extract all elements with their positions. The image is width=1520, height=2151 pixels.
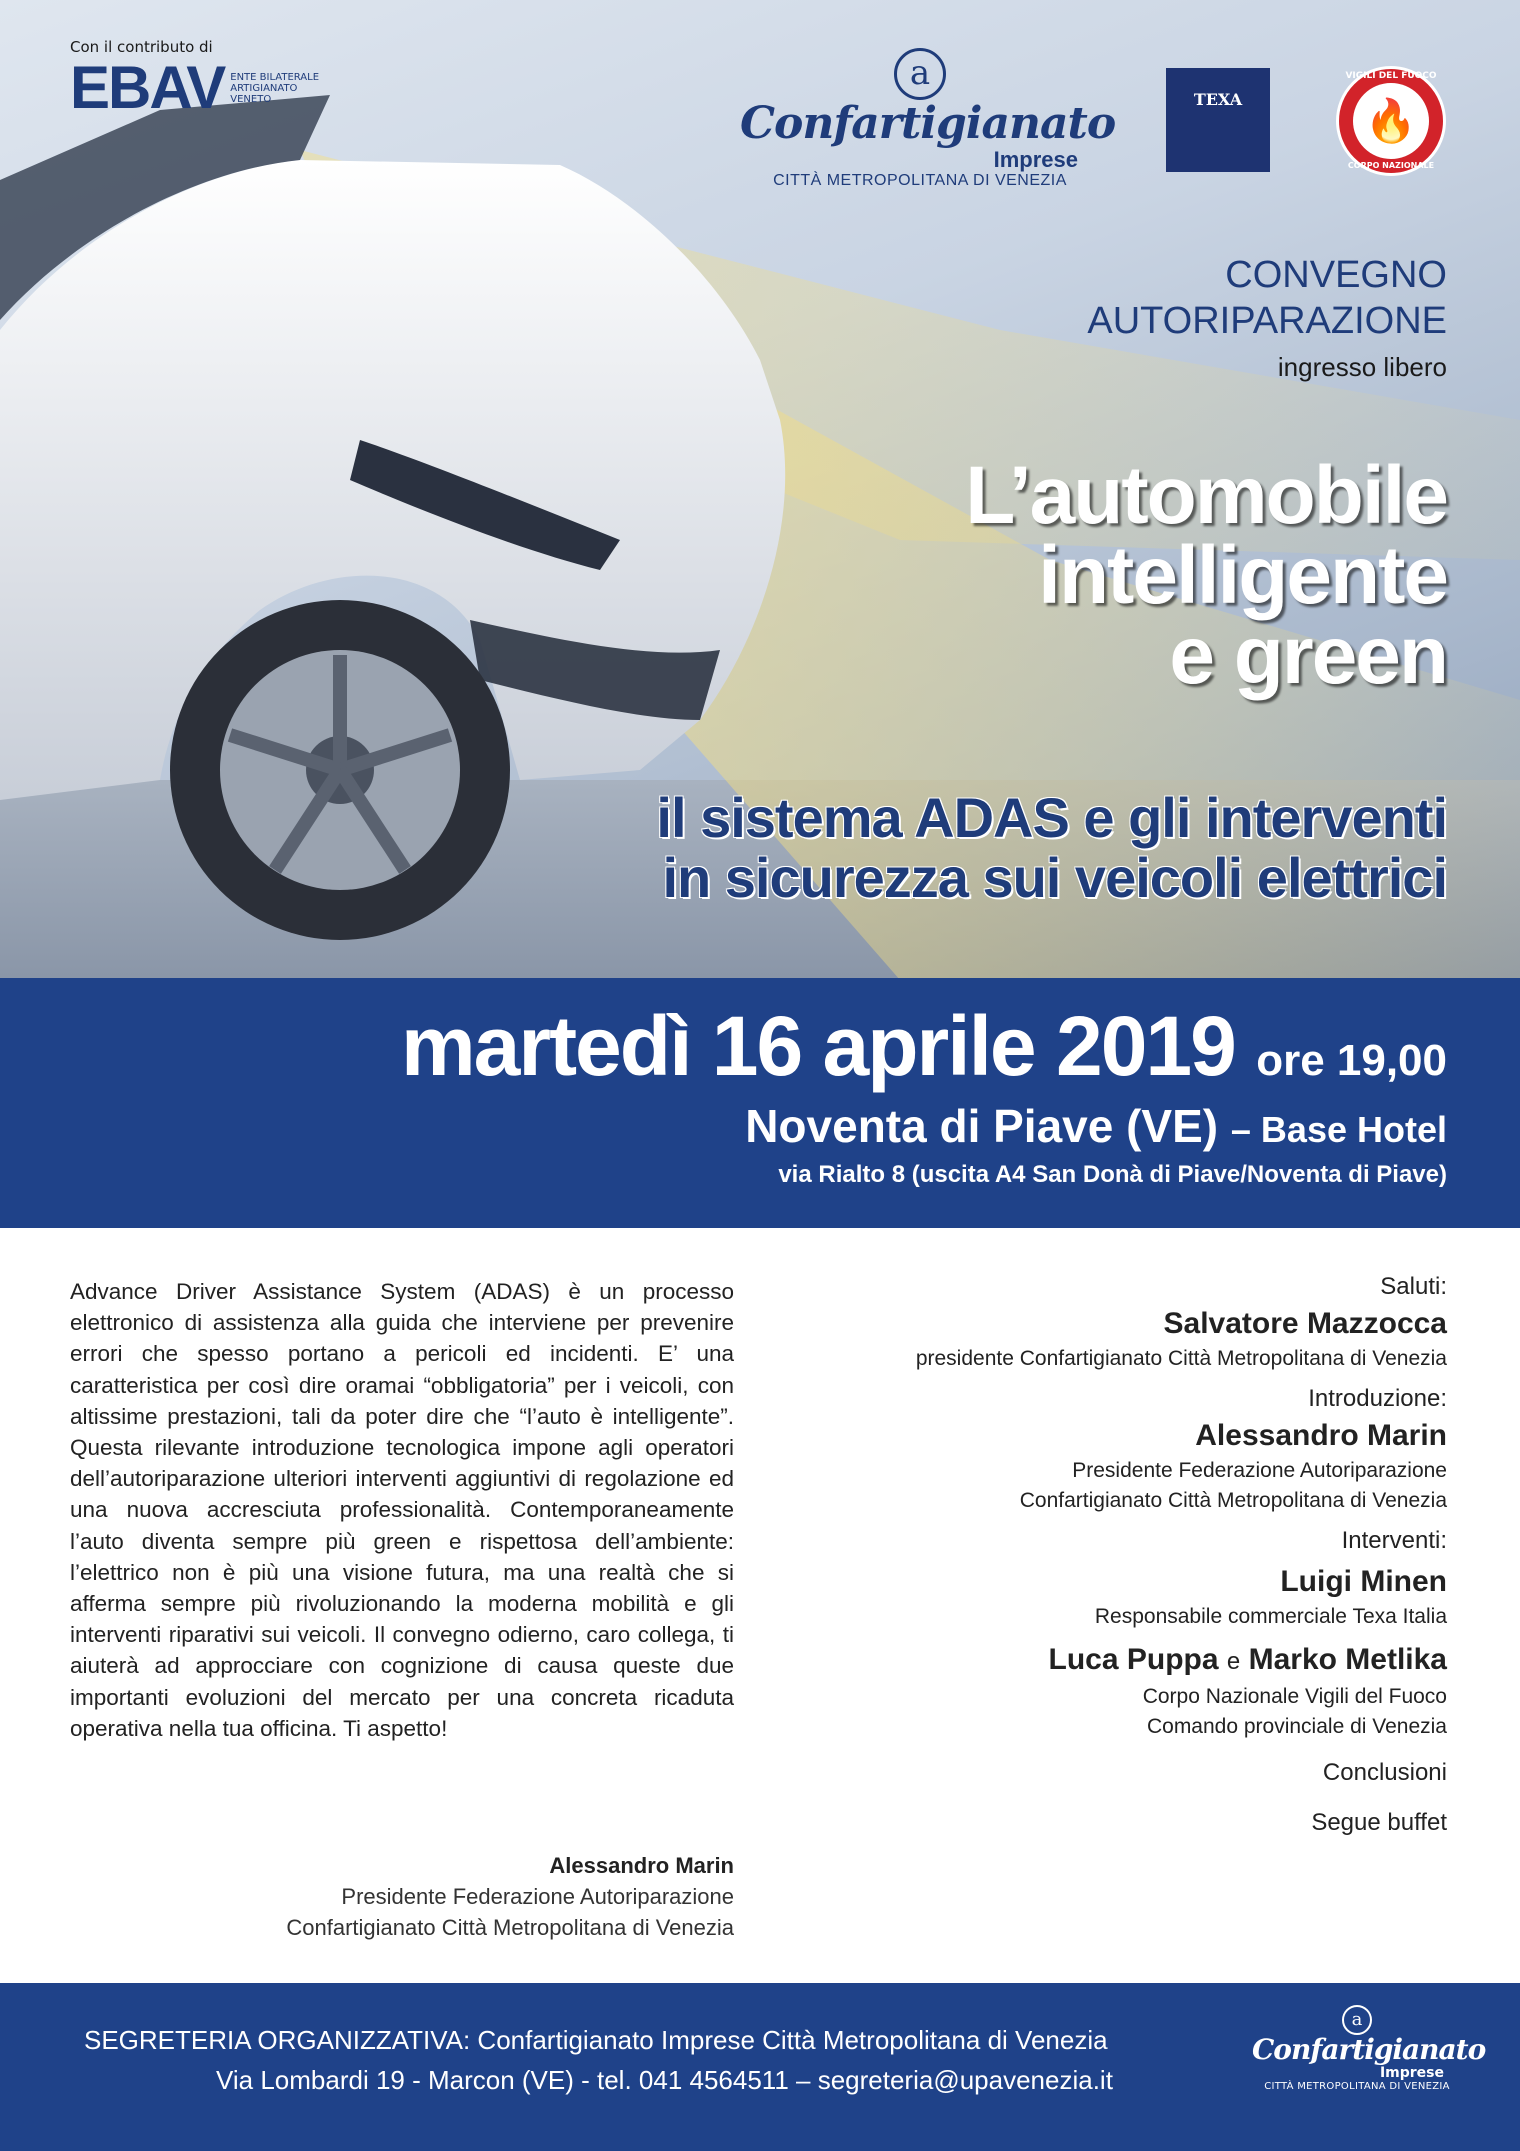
buffet: Segue buffet — [1311, 1809, 1447, 1836]
title-line-2: intelligente — [1038, 530, 1447, 621]
event-address: via Rialto 8 (uscita A4 San Donà di Piave/Noventa di Piave) — [778, 1161, 1447, 1188]
speaker-2-name-a: Luca Puppa — [1048, 1643, 1219, 1676]
ebav-logo-text: EBAV — [70, 54, 225, 121]
sponsor-block — [70, 38, 320, 121]
confartigianato-name: Confartigianato — [740, 98, 1116, 149]
kicker-line-1: CONVEGNO — [1225, 254, 1447, 296]
speaker-2-role-2: Comando provinciale di Venezia — [1146, 1715, 1447, 1738]
subtitle-line-1: il sistema ADAS e gli interventi — [656, 786, 1447, 849]
kicker-line-2: AUTORIPARAZIONE — [1087, 300, 1447, 342]
interventi-label: Interventi: — [1341, 1527, 1447, 1554]
speaker-2-conjunction: e — [1226, 1648, 1241, 1675]
footer-contacts: Via Lombardi 19 - Marcon (VE) - tel. 041 4564511 – segreteria@upavenezia.it — [216, 2065, 1113, 2095]
confartigianato-symbol-icon: a — [894, 48, 946, 100]
vvf-bottom-text: CORPO NAZIONALE — [1347, 161, 1435, 170]
saluti-role: presidente Confartigianato Città Metropolitana di Venezia — [915, 1347, 1447, 1370]
footer-logo — [1252, 2005, 1486, 2092]
free-entry: ingresso libero — [1277, 352, 1447, 382]
footer-logo-symbol-icon: a — [1342, 2005, 1372, 2035]
ebav-logo-subtitle: ENTE BILATERALE ARTIGIANATO VENETO — [230, 71, 320, 105]
vvf-emblem — [1353, 83, 1429, 159]
confartigianato-imprese: Imprese — [993, 147, 1078, 172]
intro-text: Advance Driver Assistance System (ADAS) è un processo elettronico di assistenza alla guida che interviene per prevenire errori che spesso portano a pericoli ed incidenti. E’ una caratteristica per così dire oramai “obbligatoria” per i veicoli, con altissime prestazioni, tali da poter dire che “l’auto è intelligente”. Questa rilevante introduzione tecnologica impone agli operatori dell’autoriparazione ulteriori interventi aggiuntivi di regolazione ed una nuova accresciuta professionalità. Contemporaneamente l’auto diventa sempre più green e rispettosa dell’ambiente: l’elettrico non è più una visione futura, ma una realtà che si afferma sempre più rivoluzionando la moderna mobilità e gli interventi riparativi sui veicoli. Il convegno odierno, caro collega, ti aiuterà ad approcciare con cognizione di causa queste due importanti evoluzioni del mercato per una concreta ricaduta operativa nella tua officina. Ti aspetto! — [70, 1279, 734, 1741]
speaker-1-name: Luigi Minen — [1280, 1565, 1447, 1598]
speaker-2-name-b: Marko Metlika — [1248, 1643, 1447, 1676]
intro-signature — [70, 1850, 734, 1943]
vvf-top-text: VIGILI DEL FUOCO — [1345, 71, 1437, 81]
event-time: ore 19,00 — [1256, 1036, 1447, 1085]
texa-logo-text: TEXA — [1193, 90, 1243, 109]
footer-secretariat: SEGRETERIA ORGANIZZATIVA: Confartigianato Imprese Città Metropolitana di Venezia — [84, 2025, 1108, 2055]
date-band — [0, 978, 1520, 1228]
texa-logo — [1166, 68, 1270, 172]
event-date-text: martedì 16 aprile 2019 — [400, 999, 1235, 1093]
ebav-logo — [70, 54, 320, 121]
event-kicker — [1087, 252, 1447, 344]
intro-label: Introduzione: — [1308, 1385, 1447, 1412]
confartigianato-city: CITTÀ METROPOLITANA DI VENEZIA — [773, 172, 1067, 189]
conclusioni: Conclusioni — [1322, 1759, 1447, 1786]
speaker-1-role: Responsabile commerciale Texa Italia — [1094, 1605, 1447, 1628]
flame-icon: 🔥 — [1364, 96, 1418, 145]
signature-role-1: Presidente Federazione Autoriparazione — [341, 1884, 734, 1909]
intro-role-2: Confartigianato Città Metropolitana di Venezia — [1019, 1489, 1447, 1512]
program — [767, 1270, 1447, 1840]
footer-logo-imprese: Imprese — [1379, 2065, 1444, 2081]
title-line-3: e green — [1169, 610, 1447, 701]
signature-role-2: Confartigianato Città Metropolitana di Venezia — [286, 1915, 734, 1940]
signature-name: Alessandro Marin — [549, 1853, 734, 1878]
intro-role-1: Presidente Federazione Autoriparazione — [1072, 1459, 1447, 1482]
speaker-2-role-1: Corpo Nazionale Vigili del Fuoco — [1142, 1685, 1447, 1708]
confartigianato-logo — [740, 48, 1116, 190]
title-line-1: L’automobile — [965, 450, 1447, 541]
intro-name: Alessandro Marin — [1195, 1419, 1447, 1452]
event-subtitle — [656, 788, 1447, 908]
footer-logo-city: CITTÀ METROPOLITANA DI VENEZIA — [1264, 2081, 1450, 2092]
saluti-name: Salvatore Mazzocca — [1163, 1307, 1447, 1340]
event-place-text: Noventa di Piave (VE) — [745, 1100, 1219, 1152]
sponsor-label: Con il contributo di — [70, 38, 213, 56]
event-place — [745, 1098, 1447, 1158]
subtitle-line-2: in sicurezza sui veicoli elettrici — [662, 846, 1447, 909]
vigili-del-fuoco-logo — [1336, 66, 1446, 176]
event-venue: – Base Hotel — [1230, 1109, 1447, 1150]
saluti-label: Saluti: — [1380, 1273, 1447, 1300]
hero-section — [0, 0, 1520, 978]
event-title — [965, 450, 1447, 701]
event-date — [401, 996, 1447, 1111]
footer-logo-name: Confartigianato — [1252, 2033, 1486, 2066]
footer — [0, 1983, 1520, 2151]
speaker-2-names — [767, 1640, 1447, 1682]
